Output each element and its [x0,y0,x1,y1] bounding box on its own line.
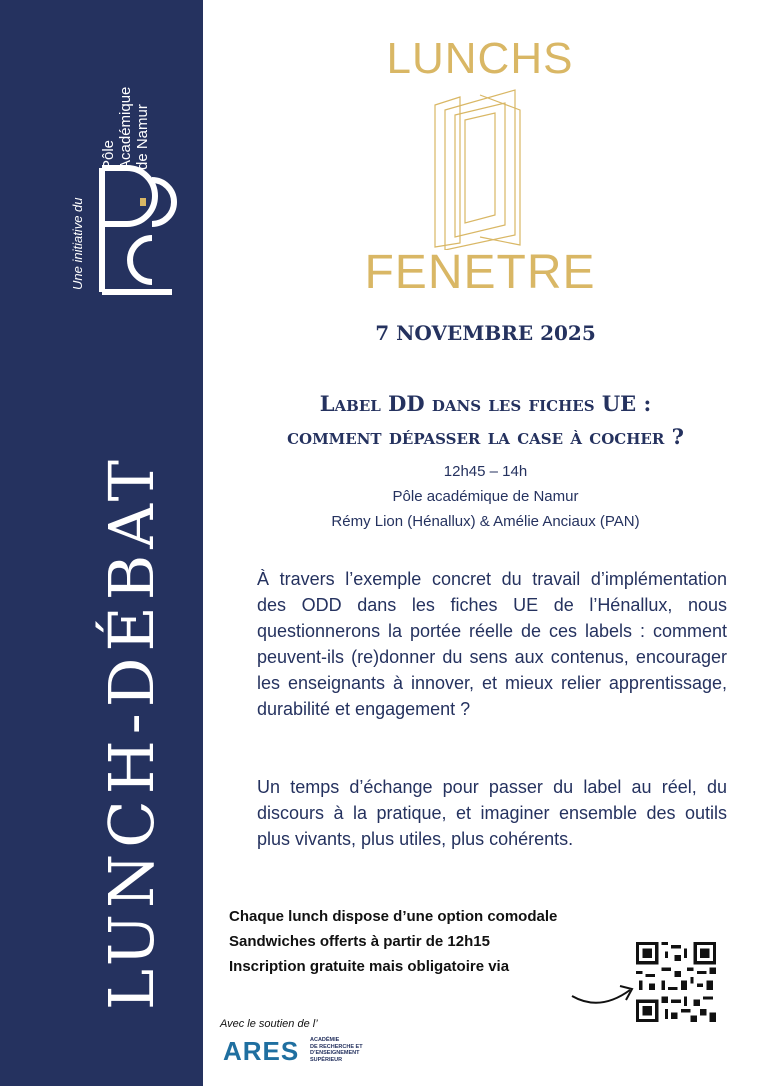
ares-subtitle-line: SUPÉRIEUR [310,1056,343,1063]
event-time: 12h45 – 14h [443,463,528,480]
note-item: Sandwiches offerts à partir de 12h15 [229,933,490,950]
qr-code-icon[interactable] [636,942,716,1022]
sidebar [0,0,203,1086]
ares-subtitle-line: DE RECHERCHE ET [310,1043,363,1050]
subject-line: Label DD dans les fiches UE : [319,391,652,416]
pan-name-line: de Namur [134,104,151,170]
pan-name-line: Académique [117,86,134,170]
support-label: Avec le soutien de l’ [220,1018,318,1030]
initiative-label: Une initiative du [70,197,85,290]
event-date: 7 NOVEMBRE 2025 [375,321,596,345]
event-subject [203,387,768,453]
practical-notes [229,904,557,979]
event-speakers: Rémy Lion (Hénallux) & Amélie Anciaux (PAN) [331,513,640,530]
pan-logo-icon [92,160,182,300]
subject-line: comment dépasser la case à cocher ? [287,424,684,449]
series-title-top: LUNCHS [386,34,574,83]
ares-subtitle-line: D’ENSEIGNEMENT [310,1050,360,1056]
pan-name [100,87,151,170]
description-paragraph: Un temps d’échange pour passer du label au réel, du discours à la pratique, et imaginer ensemble des outils plus vivants, plus utiles, plus cohérents. [257,777,727,849]
event-type-title: LUNCH-DÉBAT [95,453,168,1010]
event-place: Pôle académique de Namur [392,488,579,505]
ares-subtitle-line: ACADÉMIE [310,1037,340,1043]
event-info [203,459,768,534]
description-paragraph: À travers l’exemple concret du travail d’implémentation des ODD dans les fiches UE de l’Hénallux, nous questionnerons la portée réelle de ces labels : comment peuvent-ils (re)donner du sens aux contenus, encourager les enseignants à innover, et mieux relier apprentissage, durabilité et engagement ? [257,569,727,719]
series-title-bottom: FENETRE [364,246,596,299]
pan-name-line: Pôle [100,139,117,170]
arrow-icon [568,970,638,1010]
ares-subtitle [310,1037,370,1063]
note-item: Inscription gratuite mais obligatoire via [229,958,510,975]
window-icon [420,85,540,250]
note-item: Chaque lunch dispose d’une option comodale [229,908,558,925]
ares-logo: ARES [223,1036,300,1066]
